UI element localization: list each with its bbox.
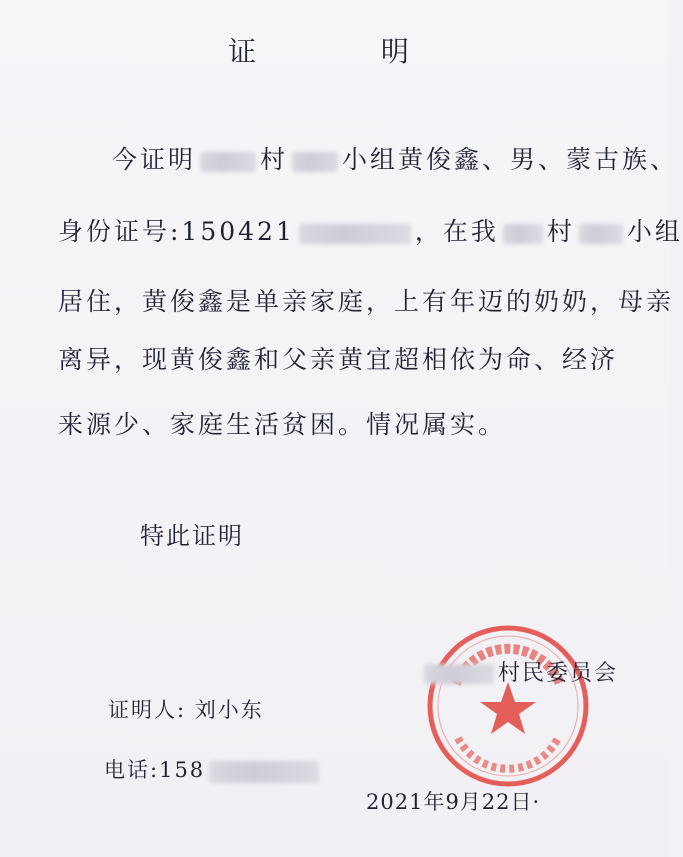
witness-line [108,694,264,724]
line2-end: 小组 [626,217,683,246]
witness-label: 证明人: [108,698,187,722]
phone-line [104,754,323,784]
id-number-prefix: 身份证号:150421 [58,217,295,246]
seal-star [480,682,536,734]
line2-post: ，在我 [414,217,499,246]
line1-prefix: 今证明 [112,145,197,174]
redacted-block [292,152,338,172]
line1-rest: 小组黄俊鑫、男、蒙古族、 [342,145,679,174]
body-line-1 [112,140,678,176]
seal-bottom-arc [458,738,558,769]
witness-name: 刘小东 [194,698,264,722]
redacted-block [200,152,256,172]
official-seal-icon [424,622,592,790]
committee-suffix: 村民委员会 [498,661,619,686]
committee-name [420,656,618,687]
line2-village: 村 [546,217,575,246]
document-date: 2021年9月22日· [366,790,541,814]
document-title: 证 明 [228,35,467,68]
redacted-block [299,224,411,244]
line1-village: 村 [260,145,289,174]
redacted-block [579,224,623,244]
closing-phrase: 特此证明 [140,522,244,550]
redacted-block [209,761,319,783]
phone-label: 电话: [104,758,160,782]
redacted-block [503,224,543,244]
body-line-5: 来源少、家庭生活贫困。情况属实。 [58,410,507,439]
body-line-2 [58,212,683,248]
redacted-block [424,664,494,684]
body-line-3: 居住，黄俊鑫是单亲家庭，上有年迈的奶奶，母亲 [58,287,675,316]
body-line-4: 离异，现黄俊鑫和父亲黄宜超相依为命、经济 [58,345,619,374]
phone-prefix: 158 [159,758,206,782]
